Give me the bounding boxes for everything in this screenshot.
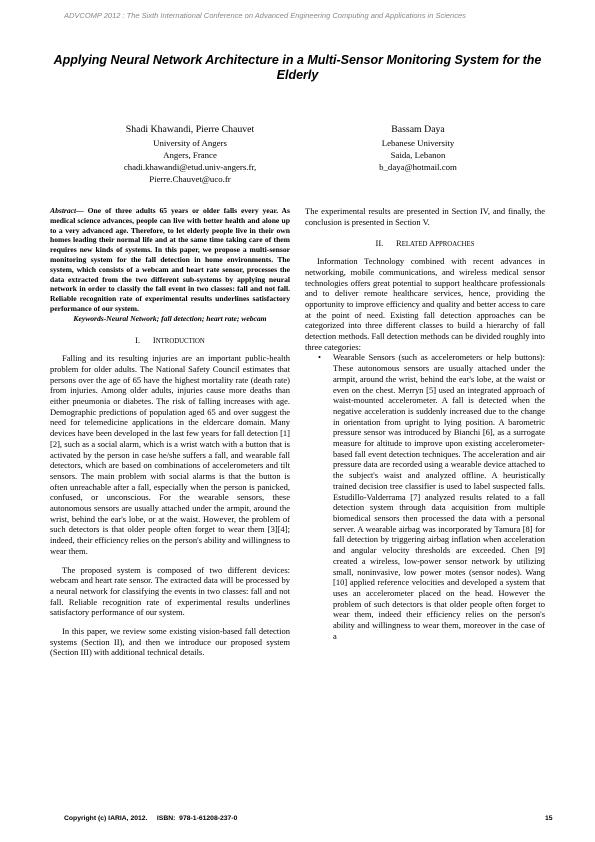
author-affiliation: Lebanese University: [381, 138, 455, 148]
section-heading: II. RELATED APPROACHES: [375, 238, 475, 249]
author-block-left: [90, 123, 290, 185]
author-affiliation: University of Angers: [153, 138, 227, 148]
list-item: [305, 352, 545, 641]
author-location: Angers, France: [163, 150, 217, 160]
body-paragraph: In this paper, we review some existing vision-based fall detection systems (Section II), and then we introduce our proposed system (Section III) with additional technical details.: [50, 626, 290, 658]
author-email[interactable]: chadi.khawandi@etud.univ-angers.fr,: [123, 162, 257, 172]
body-paragraph: Information Technology combined with recent advances in networking, mobile communications, and wireless medical sensor technologies offers great potential to support healthcare professionals and to deliver remote healthcare services, hence, providing the opportunity to improve efficiency and quality and better access to care at the point of need. Existing fall detection approaches can be categorized into three different classes to build a hierarchy of fall detection methods. Fall detection methods can be divided roughly into three categories:: [305, 256, 545, 352]
author-email[interactable]: Pierre.Chauvet@uco.fr: [149, 174, 231, 184]
author-block-right: [338, 123, 498, 173]
right-column: [305, 206, 545, 641]
running-header: ADVCOMP 2012 : The Sixth International Conference on Advanced Engineering Computing and Applications in Sciences: [64, 11, 466, 20]
footer-copyright: Copyright (c) IARIA, 2012. ISBN: 978-1-61208-237-0: [64, 815, 238, 822]
abstract: [50, 206, 290, 314]
author-name: Bassam Daya: [391, 124, 445, 135]
section-heading: I. INTRODUCTION: [135, 335, 205, 346]
bullet-icon: •: [318, 352, 321, 363]
page-number: 15: [545, 815, 553, 822]
body-paragraph: The proposed system is composed of two different devices: webcam and heart rate sensor. The extracted data will be processed by a neural network for classifying the events in two classes: fall and not fall. Reliable recognition rate of experimental results underlines satisfactory performance of our system.: [50, 564, 290, 618]
author-location: Saida, Lebanon: [390, 150, 446, 160]
author-email[interactable]: b_daya@hotmail.com: [379, 162, 457, 172]
body-paragraph: Falling and its resulting injuries are an important public-health problem for older adults. The National Safety Council estimates that persons over the age of 65 have the highest mortality rate (death rate) from injuries. Among older adults, injuries cause more deaths than either pneumonia or diabetes. The risk of falling increases with age. Demographic predictions of population aged 65 and over suggest the need for telemedicine applications in the eldercare domain. Many devices have been developed in the last few years for fall detection [1][2], such as a social alarm, which is a wrist watch with a button that is activated by the person in case he/she suffers a fall, and wearable fall detectors, which are based on combinations of accelerometers and tilt sensors. The main problem with social alarms is that the button is often unreachable after a fall, especially when the person is panicked, confused, or unconscious. For the wearable sensors, these autonomous sensors are usually attached under the armpit, around the wrist, behind the ear's lobe, or at the waist. However, the problem of such detectors is that older people often forget to wear them [3][4]; indeed, their efficiency relies on the person's ability and willingness to wear them.: [50, 353, 290, 556]
paper-title: Applying Neural Network Architecture in a Multi-Sensor Monitoring System for the Elderly: [53, 53, 542, 82]
author-name: Shadi Khawandi, Pierre Chauvet: [125, 124, 255, 135]
bullet-text: Wearable Sensors (such as accelerometers or help buttons): These autonomous sensors are usually attached under the armpit, around the wrist, behind the ear's lobe, at the waist or even on the chest. Merryn [5] used an integrated approach of waist-mounted accelerometer. A fall is detected when the negative acceleration is suddenly increased due to the change in orientation from upright to lying position. A barometric pressure sensor was introduced by Bianchi [6], as a surrogate measure for altitude to improve upon existing accelerometer-based fall event detection techniques. The acceleration and air pressure data are recorded using a wearable device attached to the subject's waist and analyzed offline. A heuristically trained decision tree classifier is used to label suspected falls. Estudillo-Valderrama [7] analyzed results related to a fall detection system through data acquisition from multiple biomedical sensors then processed the data with a personal server. A wearable airbag was incorporated by Tamura [8] for fall detection by triggering airbag inflation when acceleration and angular velocity thresholds are exceeded. Chen [9] created a wireless, low-power sensor network by utilizing small, noninvasive, low power motes (sensor nodes). Wang [10] applied reference velocities and developed a system that uses an accelerometer placed on the head. However the problem of such detectors is that older people often forget to wear them, indeed their efficiency relies on the person's ability and willingness to wear them, moreover in the case of a: [333, 352, 545, 641]
body-paragraph: The experimental results are presented in Section IV, and finally, the conclusion is presented in Section V.: [305, 206, 545, 227]
abstract-label: Abstract—: [50, 206, 84, 215]
abstract-text: One of three adults 65 years or older falls every year. As medical science advances, people can live with better health and alone up to a very advanced age. Therefore, to let elderly people live in their own homes leading their normal life and at the same time taking care of them requires new kinds of systems. In this paper, we propose a multi-sensor monitoring system for the fall detection in home environments. The system, which consists of a webcam and heart rate sensor, processes the data extracted from the two different sub-systems by applying neural network in order to classify the fall event in two classes: fall and not fall. Reliable recognition rate of experimental results underlines satisfactory performance of our system.: [50, 206, 290, 313]
keywords: Keywords-Neural Network; fall detection; heart rate; webcam: [73, 313, 267, 323]
left-column: [50, 206, 290, 658]
